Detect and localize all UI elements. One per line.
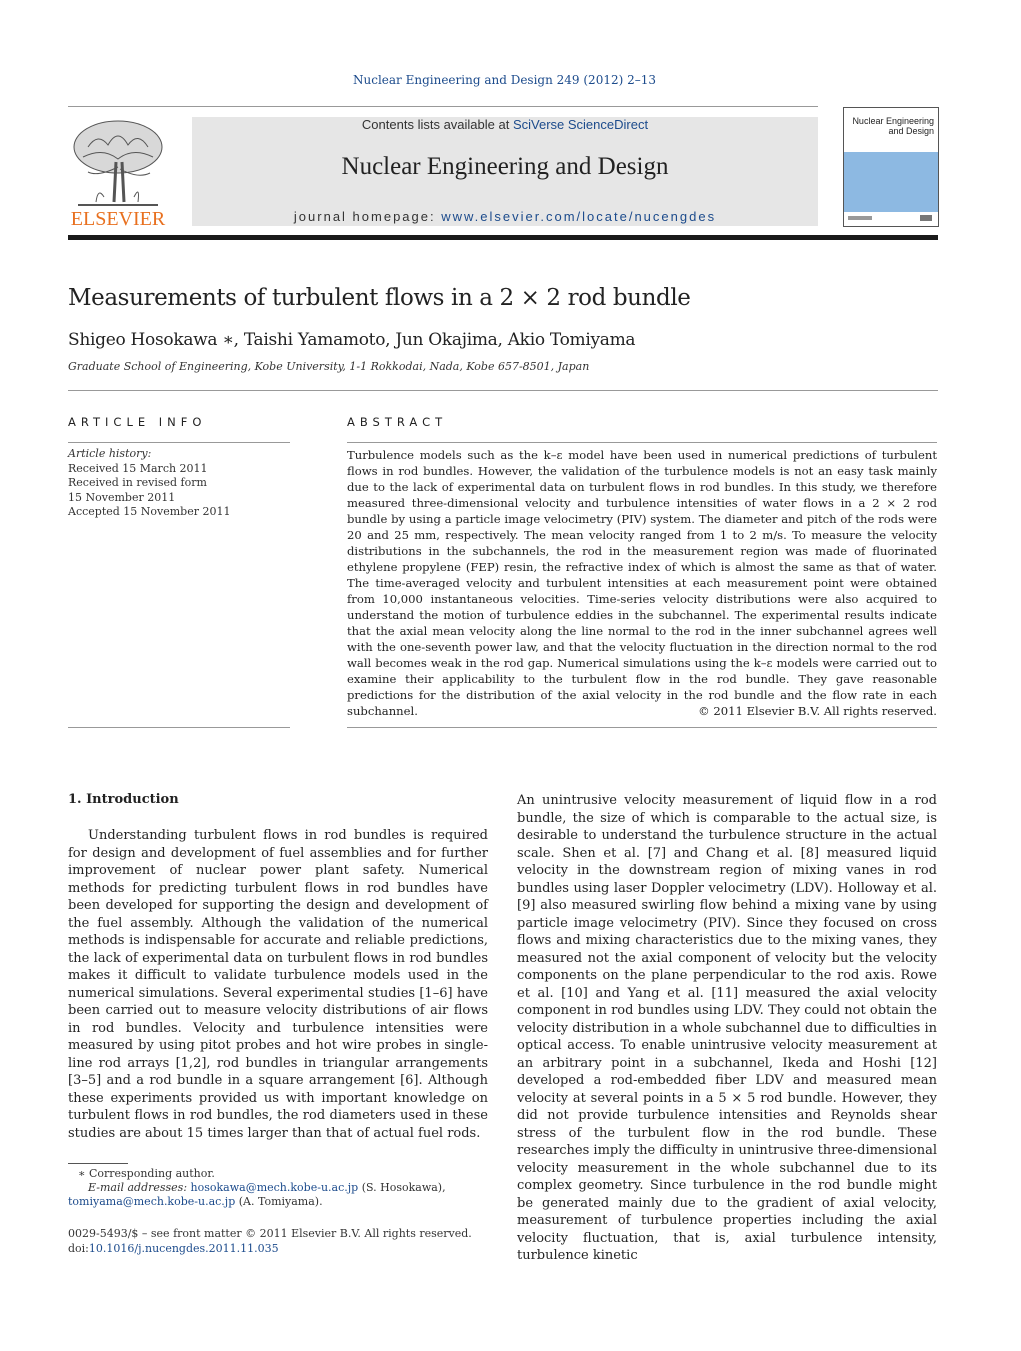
- doi-prefix: doi:: [68, 1242, 89, 1255]
- journal-citation[interactable]: Nuclear Engineering and Design 249 (2012) 2–13: [353, 73, 656, 87]
- article-authors: Shigeo Hosokawa ∗, Taishi Yamamoto, Jun Okajima, Akio Tomiyama: [68, 330, 636, 350]
- article-info-bottom-rule: [68, 727, 290, 728]
- author-affiliation: Graduate School of Engineering, Kobe University, 1-1 Rokkodai, Nada, Kobe 657-8501, Japan: [68, 360, 590, 373]
- article-title: Measurements of turbulent flows in a 2 × 2 rod bundle: [68, 285, 691, 311]
- contents-line: [192, 117, 818, 132]
- article-info-rule: [68, 442, 290, 443]
- elsevier-logo[interactable]: [68, 117, 168, 229]
- doi-line: [68, 1241, 488, 1256]
- homepage-link[interactable]: www.elsevier.com/locate/nucengdes: [441, 209, 717, 224]
- corresponding-author-note: ∗ Corresponding author.: [78, 1167, 215, 1180]
- elsevier-wordmark: ELSEVIER: [70, 208, 166, 230]
- intro-paragraph-2: An unintrusive velocity measurement of liquid flow in a rod bundle, the size of which is comparable to the actual size, is desirable to understand the turbulence structure in the actual scale. Shen et al. [7] and Chang et al. [8] measured liquid velocity in the downstream region of mixing vanes in rod bundles using laser Doppler velocimetry (LDV). Holloway et al. [9] also measured swirling flow behind a mixing vane by using particle image velocimetry (PIV). Since they focused on cross flows and mixing characteristics due to the mixing vanes, they measured not the axial component of velocity but the velocity components on the plane perpendicular to the rod axis. Rowe et al. [10] and Yang et al. [11] measured the axial velocity component in rod bundles using LDV. They could not obtain the velocity distribution in a whole subchannel due to difficulties in optical access. To enable unintrusive velocity measurement at an arbitrary point in a subchannel, Ikeda and Hoshi [12] developed a rod-embedded fiber LDV and measured mean velocity at several points in a 5 × 5 rod bundle. However, they did not provide turbulence intensities and Reynolds shear stress of the turbulent flow in the rod bundle. These researches imply the difficulty in unintrusive three-dimensional velocity measurement in the whole subchannel due to its complex geometry. Since turbulence in the rod bundle might be generated mainly due to the gradient of axial velocity, measurement of turbulence properties including the axial velocity fluctuation, that is, axial turbulence intensity, turbulence kinetic: [517, 793, 937, 1263]
- abstract-copyright: © 2011 Elsevier B.V. All rights reserved.: [698, 704, 937, 718]
- article-info-heading: ARTICLE INFO: [68, 415, 207, 429]
- abstract-heading: ABSTRACT: [347, 415, 448, 429]
- body-column-right: [517, 792, 937, 1265]
- doi-link[interactable]: 10.1016/j.nucengdes.2011.11.035: [88, 1242, 279, 1255]
- intro-paragraph-1: Understanding turbulent flows in rod bundles is required for design and development of fuel assemblies and for further improvement of nuclear power plant safety. Numerical methods for predicting turbulent flows in rod bundles have been developed for supporting the design and development of the fuel assembly. Although the validation of the numerical methods is indispensable for accurate and reliable predictions, the lack of experimental data on turbulent flows in rod bundles makes it difficult to validate turbulence models used in the numerical simulations. Several experimental studies [1–6] have been carried out to measure velocity distributions of air flows in rod bundles. Velocity and turbulence intensities were measured by using pitot probes and hot wire probes in single-line rod arrays [1,2], rod bundles in triangular arrangements [3–5] and a rod bundle in a square arrangement [6]. Although these experiments provided us with important knowledge on turbulent flows in rod bundles, the rod diameters used in these studies are about 15 times larger than that of actual fuel rods.: [68, 828, 488, 1141]
- journal-cover-thumbnail[interactable]: [843, 107, 939, 227]
- cover-title-line-1: Nuclear Engineering: [852, 116, 934, 126]
- email-2-name: (A. Tomiyama).: [235, 1195, 323, 1208]
- history-received: Received 15 March 2011: [68, 461, 208, 475]
- front-matter: [68, 1226, 488, 1256]
- footnote-rule: [68, 1163, 128, 1164]
- history-revised-1: Received in revised form: [68, 476, 207, 489]
- email-line-1: [68, 1181, 488, 1195]
- email-1-name: (S. Hosokawa),: [358, 1181, 446, 1194]
- issn-line: 0029-5493/$ – see front matter © 2011 Elsevier B.V. All rights reserved.: [68, 1227, 472, 1240]
- footnote: [68, 1167, 488, 1209]
- cover-footer-logos-icon: [848, 214, 934, 222]
- email-label: E-mail addresses:: [88, 1181, 191, 1194]
- homepage-line: [192, 209, 818, 224]
- elsevier-tree-icon: [68, 117, 168, 209]
- journal-name: Nuclear Engineering and Design: [341, 153, 669, 180]
- abstract-bottom-rule: [347, 727, 937, 728]
- history-label: Article history:: [68, 447, 152, 460]
- contents-prefix: Contents lists available at: [361, 117, 513, 132]
- cover-title-line-2: and Design: [888, 126, 934, 136]
- introduction-heading: 1. Introduction: [68, 792, 179, 807]
- email-link-tomiyama[interactable]: tomiyama@mech.kobe-u.ac.jp: [68, 1195, 236, 1208]
- abstract-rule: [347, 442, 937, 443]
- homepage-prefix: journal homepage:: [293, 209, 442, 224]
- title-divider: [68, 390, 938, 391]
- email-link-hosokawa[interactable]: hosokawa@mech.kobe-u.ac.jp: [190, 1181, 359, 1194]
- cover-title: [848, 116, 934, 136]
- article-history: [68, 447, 293, 520]
- history-revised-2: 15 November 2011: [68, 490, 176, 504]
- header-bottom-rule: [68, 235, 938, 240]
- cover-image-block: [844, 152, 938, 212]
- header-top-rule: [68, 106, 818, 107]
- sciencedirect-link[interactable]: SciVerse ScienceDirect: [512, 117, 649, 132]
- email-line-2: [68, 1195, 488, 1209]
- abstract-text: Turbulence models such as the k–ε model have been used in numerical predictions of turbulent flows in rod bundles. However, the validation of the turbulence models is not an easy task mainly due to the lack of experimental data on turbulent flows in rod bundles. In this study, we therefore measured three-dimensional velocity and turbulence intensities of water flows in a 2 × 2 rod bundle by using a particle image velocimetry (PIV) system. The diameter and pitch of the rods were 20 and 25 mm, respectively. The mean velocity ranged from 1 to 2 m/s. To measure the velocity distributions in the subchannels, the rod in the measurement region was made of fluorinated ethylene propylene (FEP) resin, the refractive index of which is almost the same as that of water. The time-averaged velocity and turbulent intensities at each measurement point were obtained from 10,000 instantaneous velocities. Time-series velocity distributions were also acquired to understand the motion of turbulence eddies in the subchannel. The experimental results indicate that the axial mean velocity along the line normal to the rod in the inner subchannel agrees well with the one-seventh power law, and that the velocity fluctuation in the direction normal to the rod wall becomes weak in the rod gap. Numerical simulations using the k–ε models were carried out to examine their applicability to the turbulent flow in the rod bundle. They gave reasonable predictions for the distribution of the axial velocity in the rod bundle and the flow rate in each subchannel.: [347, 448, 937, 718]
- body-column-left: [68, 827, 488, 1142]
- history-accepted: Accepted 15 November 2011: [68, 505, 231, 518]
- journal-masthead: [192, 117, 818, 226]
